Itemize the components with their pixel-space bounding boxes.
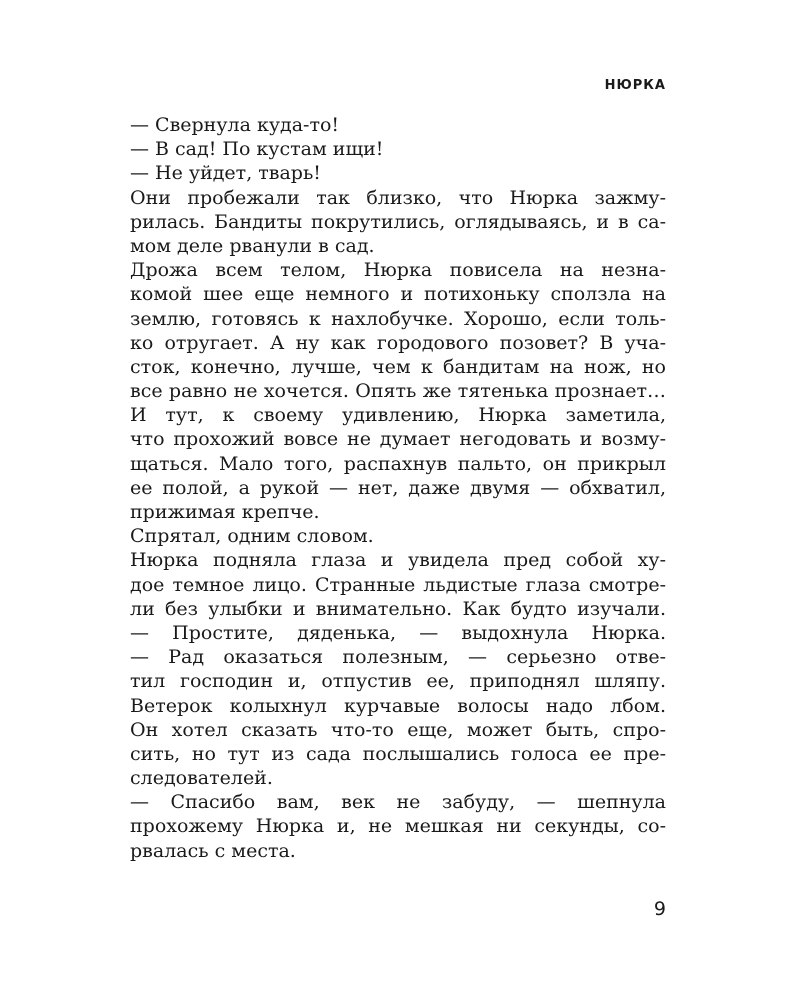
text-line: — Не уйдет, тварь!: [130, 162, 321, 185]
text-line: сить, но тут из сада послышались голоса ее пре-: [130, 742, 666, 765]
text-line: что прохожий вовсе не думает негодовать и возму-: [130, 428, 666, 451]
text-line: Дрожа всем телом, Нюрка повисела на незна-: [130, 259, 666, 282]
text-line: ко отругает. А ну как городового позовет? В уча-: [130, 331, 666, 354]
text-line: тил господин и, отпустив ее, приподнял шляпу.: [130, 670, 666, 693]
text-line: Нюрка подняла глаза и увидела пред собой ху-: [130, 549, 666, 572]
text-line: прохожему Нюрка и, не мешкая ни секунды, со-: [130, 815, 666, 838]
text-line: комой шее еще немного и потихоньку сползла на: [130, 283, 666, 306]
text-line: землю, готовясь к нахлобучке. Хорошо, если толь-: [130, 307, 666, 330]
text-line: прижимая крепче.: [130, 501, 320, 523]
text-line: ли без улыбки и внимательно. Как будто изучали.: [130, 597, 666, 620]
text-line: мом деле рванули в сад.: [130, 234, 375, 257]
text-line: — Свернула куда-то!: [130, 114, 340, 136]
page-number: 9: [653, 898, 666, 920]
text-line: — Рад оказаться полезным, — серьезно отве-: [130, 646, 666, 669]
text-line: ее полой, а рукой — нет, даже двумя — обхватил,: [130, 476, 666, 499]
text-line: — Простите, дяденька, — выдохнула Нюрка.: [130, 621, 666, 644]
text-line: Он хотел сказать что-то еще, может быть, спро-: [130, 718, 666, 741]
text-line: Спрятал, одним словом.: [130, 525, 374, 548]
text-line: Они пробежали так близко, что Нюрка зажму-: [130, 186, 666, 209]
body-text: [130, 113, 666, 863]
text-line: Ветерок колыхнул курчавые волосы надо лбом.: [130, 694, 666, 717]
text-line: — В сад! По кустам ищи!: [130, 138, 384, 161]
text-line: сток, конечно, лучше, чем к бандитам на нож, но: [130, 355, 666, 378]
text-line: следователей.: [130, 767, 273, 790]
running-head: НЮРКА: [604, 78, 666, 93]
text-line: рилась. Бандиты покрутились, оглядываясь, и в са-: [130, 210, 666, 233]
text-line: все равно не хочется. Опять же тятенька прознает…: [130, 380, 666, 403]
text-line: — Спасибо вам, век не забуду, — шепнула: [130, 791, 666, 814]
text-line: рвалась с места.: [130, 839, 296, 862]
text-line: щаться. Мало того, распахнув пальто, он прикрыл: [130, 452, 666, 475]
text-line: дое темное лицо. Странные льдистые глаза смотре-: [130, 573, 666, 596]
text-line: И тут, к своему удивлению, Нюрка заметила,: [130, 404, 666, 427]
